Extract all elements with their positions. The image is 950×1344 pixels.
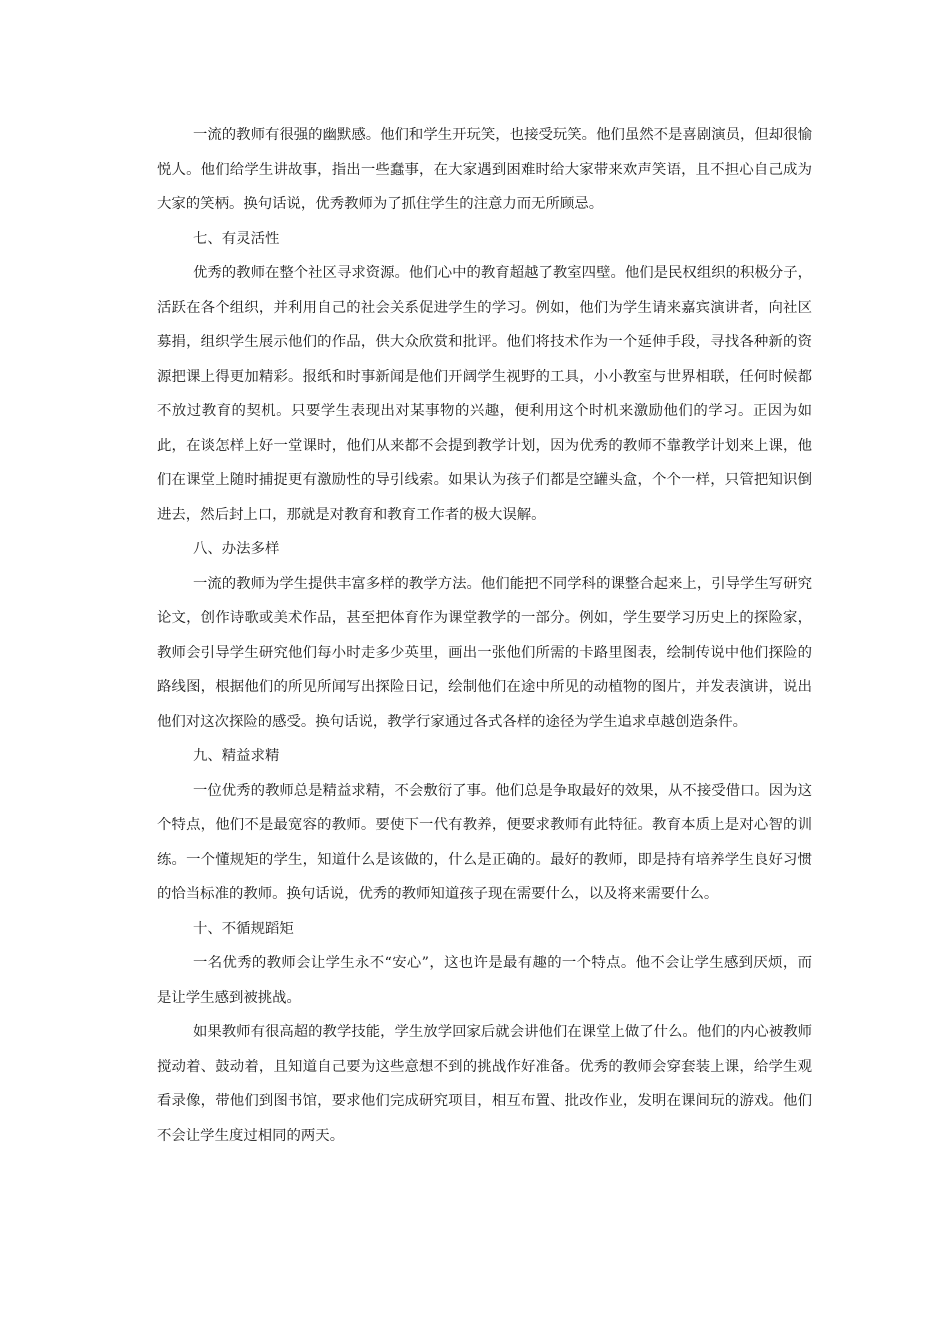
paragraph-unconventional-1: 一名优秀的教师会让学生永不“安心”，这也许是最有趣的一个特点。他不会让学生感到厌烦，而是让学生感到被挑战。 [157, 955, 812, 1006]
heading-unconventional: 十、不循规蹈矩 [193, 920, 294, 937]
document-page [157, 118, 812, 1153]
paragraph-excellence: 一位优秀的教师总是精益求精，不会敷衍了事。他们总是争取最好的效果，从不接受借口。因为这个特点，他们不是最宽容的教师。要使下一代有教养，便要求教师有此特征。教育本质上是对心智的训练。一个懂规矩的学生，知道什么是该做的，什么是正确的。最好的教师，即是持有培养学生良好习惯的恰当标准的教师。换句话说，优秀的教师知道孩子现在需要什么，以及将来需要什么。 [157, 782, 812, 902]
heading-diverse-methods: 八、办法多样 [193, 541, 280, 557]
heading-excellence: 九、精益求精 [193, 748, 280, 764]
paragraph-humor: 一流的教师有很强的幽默感。他们和学生开玩笑，也接受玩笑。他们虽然不是喜剧演员，但却很愉悦人。他们给学生讲故事，指出一些蠢事，在大家遇到困难时给大家带来欢声笑语，且不担心自己成为大家的笑柄。换句话说，优秀教师为了抓住学生的注意力而无所顾忌。 [157, 127, 812, 212]
paragraph-unconventional-2: 如果教师有很高超的教学技能，学生放学回家后就会讲他们在课堂上做了什么。他们的内心被教师搅动着、鼓动着，且知道自己要为这些意想不到的挑战作好准备。优秀的教师会穿套装上课，给学生观看录像，带他们到图书馆，要求他们完成研究项目，相互布置、批改作业，发明在课间玩的游戏。他们不会让学生度过相同的两天。 [157, 1024, 812, 1144]
heading-flexibility: 七、有灵活性 [193, 230, 280, 247]
paragraph-diverse-methods: 一流的教师为学生提供丰富多样的教学方法。他们能把不同学科的课整合起来上，引导学生写研究论文，创作诗歌或美术作品，甚至把体育作为课堂教学的一部分。例如，学生要学习历史上的探险家，教师会引导学生研究他们每小时走多少英里，画出一张他们所需的卡路里图表，绘制传说中他们探险的路线图，根据他们的所见所闻写出探险日记，绘制他们在途中所见的动植物的图片，并发表演讲，说出他们对这次探险的感受。换句话说，教学行家通过各式各样的途径为学生追求卓越创造条件。 [157, 575, 812, 730]
paragraph-flexibility: 优秀的教师在整个社区寻求资源。他们心中的教育超越了教室四壁。他们是民权组织的积极分子，活跃在各个组织，并利用自己的社会关系促进学生的学习。例如，他们为学生请来嘉宾演讲者，向社区募捐，组织学生展示他们的作品，供大众欣赏和批评。他们将技术作为一个延伸手段，寻找各种新的资源把课上得更加精彩。报纸和时事新闻是他们开阔学生视野的工具，小小教室与世界相联，任何时候都不放过教育的契机。只要学生表现出对某事物的兴趣，便利用这个时机来激励他们的学习。正因为如此，在谈怎样上好一堂课时，他们从来都不会提到教学计划，因为优秀的教师不靠教学计划来上课，他们在课堂上随时捕捉更有激励性的导引线索。如果认为孩子们都是空罐头盒，个个一样，只管把知识倒进去，然后封上口，那就是对教育和教育工作者的极大误解。 [157, 265, 812, 523]
